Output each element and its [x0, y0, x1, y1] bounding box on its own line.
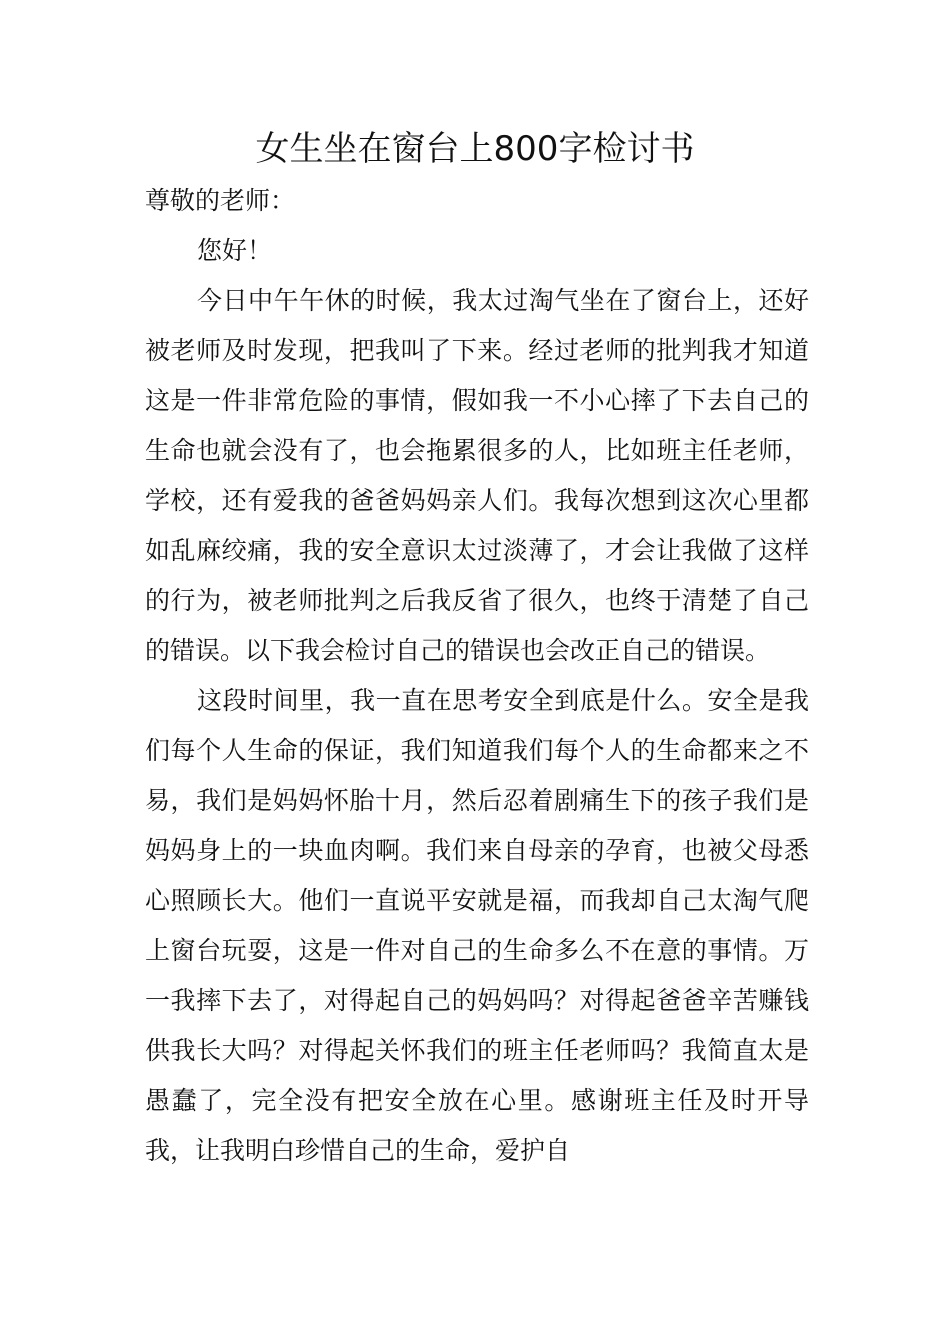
- salutation: 尊敬的老师：: [145, 186, 296, 215]
- greeting: 您好！: [197, 236, 273, 265]
- document-body: [145, 176, 809, 1176]
- document-title: 女生坐在窗台上800字检讨书: [255, 129, 695, 169]
- paragraph-2: 这段时间里，我一直在思考安全到底是什么。安全是我们每个人生命的保证，我们知道我们每个人的生命都来之不易，我们是妈妈怀胎十月，然后忍着剧痛生下的孩子我们是妈妈身上的一块血肉啊。我们来自母亲的孕育，也被父母悉心照顾长大。他们一直说平安就是福，而我却自己太淘气爬上窗台玩耍，这是一件对自己的生命多么不在意的事情。万一我摔下去了，对得起自己的妈妈吗？对得起爸爸辛苦赚钱供我长大吗？对得起关怀我们的班主任老师吗？我简直太是愚蠢了，完全没有把安全放在心里。感谢班主任及时开导我，让我明白珍惜自己的生命，爱护自: [145, 686, 809, 1165]
- paragraph-1: 今日中午午休的时候，我太过淘气坐在了窗台上，还好被老师及时发现，把我叫了下来。经过老师的批判我才知道这是一件非常危险的事情，假如我一不小心摔了下去自己的生命也就会没有了，也会拖累很多的人，比如班主任老师，学校，还有爱我的爸爸妈妈亲人们。我每次想到这次心里都如乱麻绞痛，我的安全意识太过淡薄了，才会让我做了这样的行为，被老师批判之后我反省了很久，也终于清楚了自己的错误。以下我会检讨自己的错误也会改正自己的错误。: [145, 286, 809, 665]
